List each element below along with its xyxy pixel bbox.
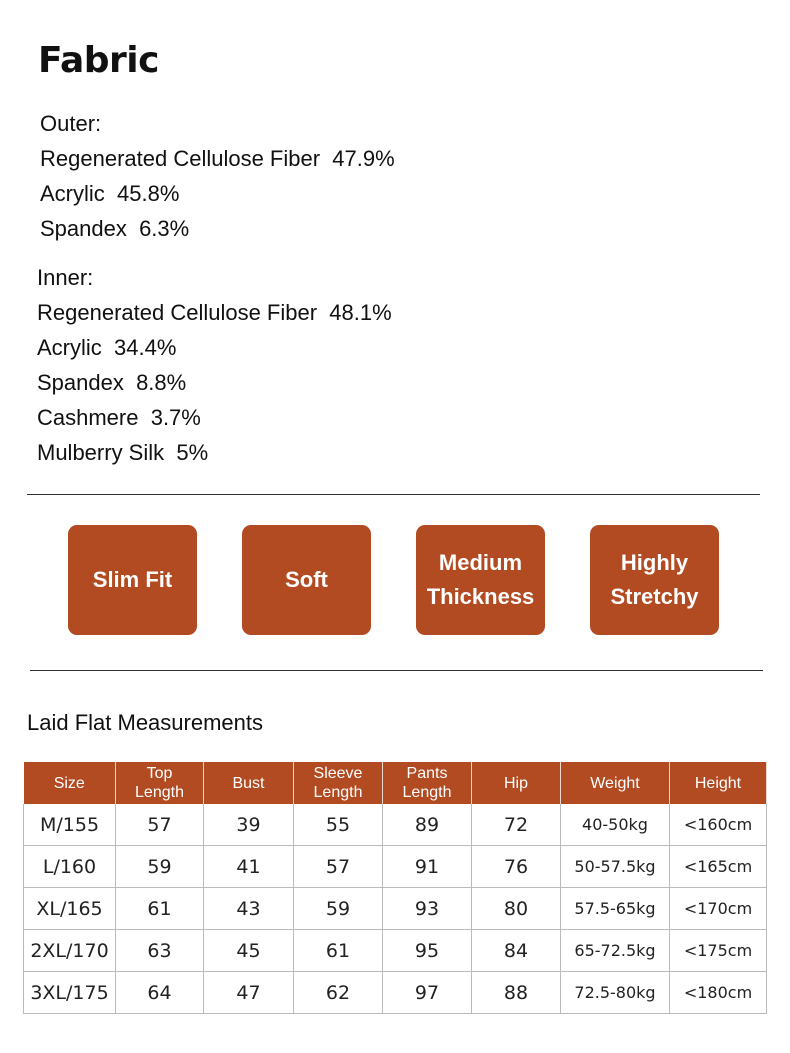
table-cell: <180cm [670, 972, 767, 1014]
col-header-weight: Weight [561, 762, 670, 804]
table-cell: 97 [383, 972, 472, 1014]
col-header-height: Height [670, 762, 767, 804]
inner-line: Acrylic 34.4% [37, 335, 177, 360]
table-cell: 59 [294, 888, 383, 930]
divider [30, 670, 763, 671]
feature-label: Medium Thickness [426, 550, 535, 609]
outer-line: Regenerated Cellulose Fiber 47.9% [40, 146, 395, 171]
feature-label: Slim Fit [92, 567, 173, 592]
table-cell: 80 [472, 888, 561, 930]
table-cell: 91 [383, 846, 472, 888]
table-cell: 72.5-80kg [561, 972, 670, 1014]
table-row [24, 972, 767, 1014]
table-cell: XL/165 [24, 888, 116, 930]
table-cell: 59 [116, 846, 204, 888]
table-cell: 57.5-65kg [561, 888, 670, 930]
table-cell: M/155 [24, 804, 116, 846]
inner-line: Regenerated Cellulose Fiber 48.1% [37, 300, 392, 325]
table-row [24, 930, 767, 972]
inner-line: Spandex 8.8% [37, 370, 187, 395]
col-header-pants-length: Pants Length [383, 762, 472, 804]
table-row [24, 804, 767, 846]
table-cell: 50-57.5kg [561, 846, 670, 888]
table-cell: 64 [116, 972, 204, 1014]
outer-composition [40, 106, 395, 246]
outer-line: Spandex 6.3% [40, 216, 190, 241]
table-cell: 43 [204, 888, 294, 930]
inner-line: Mulberry Silk 5% [37, 440, 209, 465]
table-cell: 88 [472, 972, 561, 1014]
feature-badge-soft [242, 525, 371, 635]
table-cell: 72 [472, 804, 561, 846]
divider [27, 494, 760, 495]
table-cell: 76 [472, 846, 561, 888]
table-cell: 57 [294, 846, 383, 888]
feature-badge-slim-fit [68, 525, 197, 635]
feature-label: Soft [285, 567, 328, 592]
table-cell: 55 [294, 804, 383, 846]
size-table [23, 762, 767, 1014]
table-cell: 39 [204, 804, 294, 846]
feature-label: Highly Stretchy [610, 550, 699, 609]
col-header-size: Size [24, 762, 116, 804]
fabric-title: Fabric [38, 40, 159, 81]
inner-heading: Inner: [37, 265, 94, 290]
table-cell: <175cm [670, 930, 767, 972]
table-cell: 65-72.5kg [561, 930, 670, 972]
table-row [24, 888, 767, 930]
outer-line: Acrylic 45.8% [40, 181, 180, 206]
table-cell: 61 [116, 888, 204, 930]
inner-line: Cashmere 3.7% [37, 405, 201, 430]
table-cell: 3XL/175 [24, 972, 116, 1014]
feature-badge-medium-thickness [416, 525, 545, 635]
table-cell: <170cm [670, 888, 767, 930]
table-cell: 57 [116, 804, 204, 846]
table-cell: 95 [383, 930, 472, 972]
table-cell: <160cm [670, 804, 767, 846]
table-header-row [24, 762, 767, 804]
outer-heading: Outer: [40, 111, 102, 136]
table-cell: 40-50kg [561, 804, 670, 846]
table-cell: 41 [204, 846, 294, 888]
measurements-title: Laid Flat Measurements [27, 710, 263, 735]
table-cell: 45 [204, 930, 294, 972]
col-header-top-length: Top Length [116, 762, 204, 804]
table-cell: L/160 [24, 846, 116, 888]
table-row [24, 846, 767, 888]
table-cell: 2XL/170 [24, 930, 116, 972]
table-cell: 93 [383, 888, 472, 930]
table-cell: 84 [472, 930, 561, 972]
table-cell: 47 [204, 972, 294, 1014]
table-cell: 89 [383, 804, 472, 846]
table-cell: <165cm [670, 846, 767, 888]
inner-composition [37, 260, 392, 470]
table-cell: 62 [294, 972, 383, 1014]
table-cell: 63 [116, 930, 204, 972]
col-header-hip: Hip [472, 762, 561, 804]
table-cell: 61 [294, 930, 383, 972]
feature-badge-highly-stretchy [590, 525, 719, 635]
col-header-sleeve-length: Sleeve Length [294, 762, 383, 804]
col-header-bust: Bust [204, 762, 294, 804]
